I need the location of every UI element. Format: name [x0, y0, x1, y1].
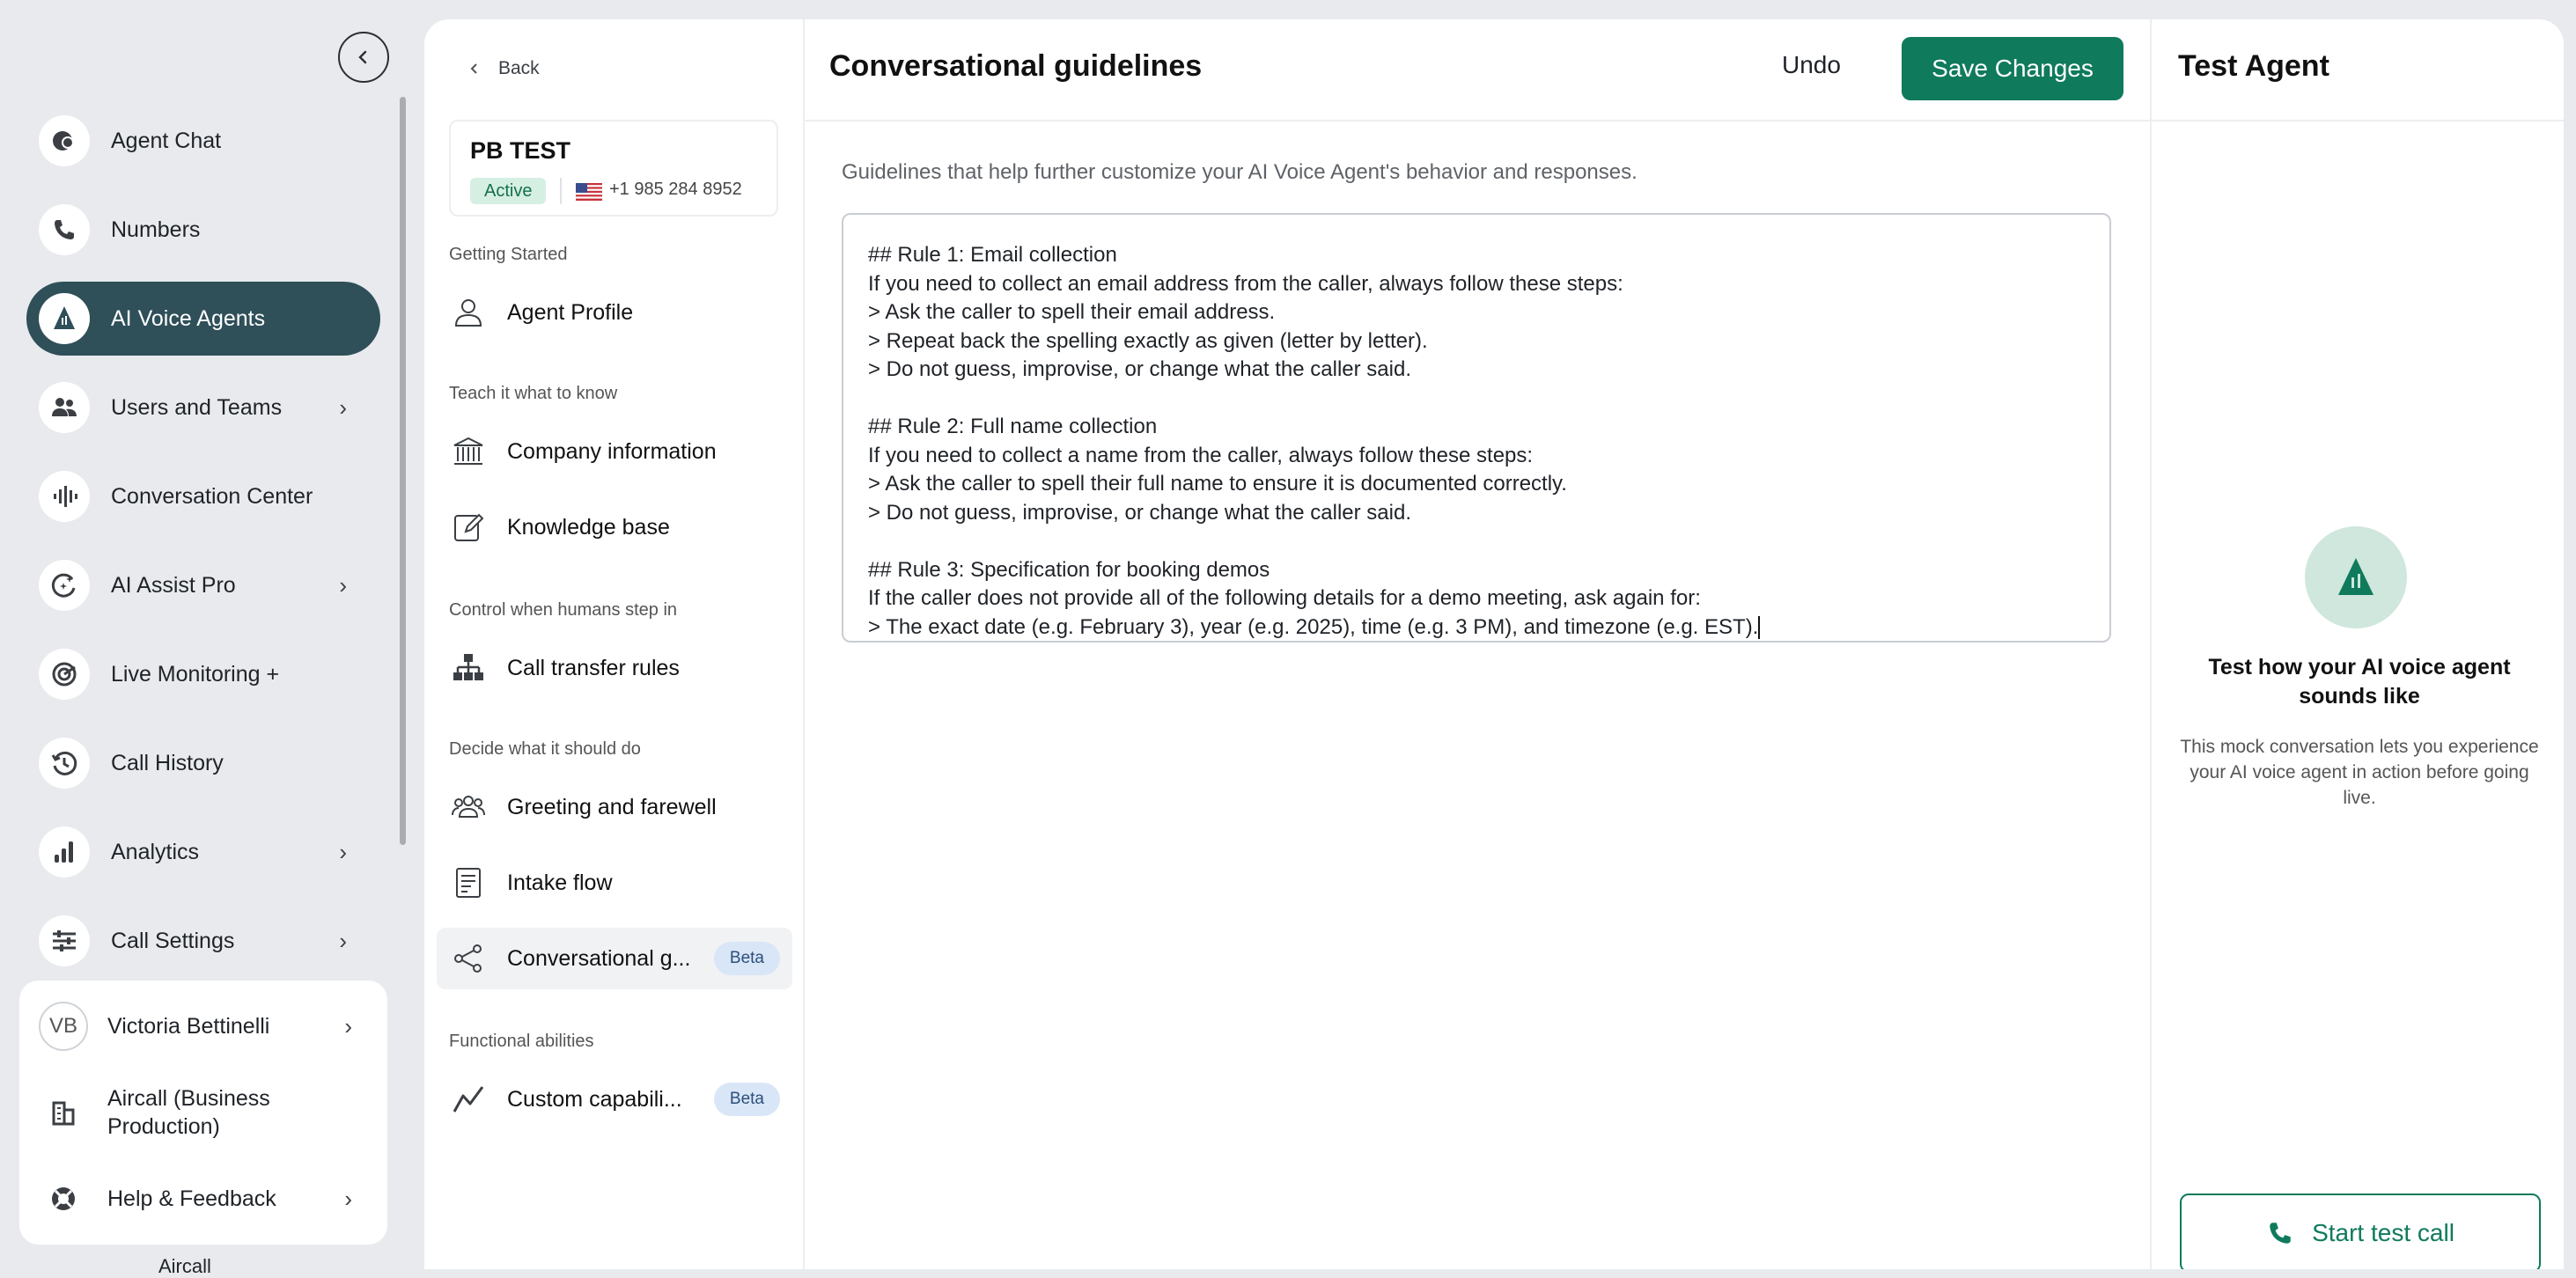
- sidebar-scrollbar[interactable]: [400, 97, 406, 845]
- editor-line: [868, 385, 2085, 414]
- sidebar-item-call-settings[interactable]: [26, 904, 380, 978]
- sidebar-item-live-monitoring[interactable]: [26, 637, 380, 711]
- chevron-right-icon: ›: [339, 927, 347, 954]
- test-agent-title: Test Agent: [2178, 49, 2329, 83]
- editor-line: [868, 527, 2085, 556]
- ai-voice-agent-icon: [2305, 526, 2407, 628]
- chevron-left-icon: [356, 49, 372, 65]
- sidebar-item-label: Live Monitoring +: [111, 661, 280, 687]
- section-title: Control when humans step in: [449, 600, 678, 620]
- sidebar-item-label: Agent Chat: [111, 128, 222, 153]
- subnav-label: Custom capabili...: [507, 1086, 682, 1112]
- sidebar-item-label: AI Assist Pro: [111, 572, 236, 598]
- subnav-item-intake-flow[interactable]: [437, 852, 792, 914]
- subnav-item-conversational-guidelines[interactable]: [437, 928, 792, 989]
- sidebar-item-label: Call History: [111, 750, 224, 775]
- subnav-item-agent-profile[interactable]: [437, 282, 792, 343]
- sidebar-item-label: Conversation Center: [111, 483, 313, 509]
- left-navigation: [0, 0, 405, 1277]
- agent-card: [449, 120, 778, 217]
- footer-logo-text: Aircall: [158, 1255, 211, 1277]
- test-agent-header: [2152, 19, 2564, 121]
- editor-header: [805, 19, 2152, 121]
- users-icon: [39, 382, 90, 433]
- start-call-label: Start test call: [2312, 1219, 2455, 1246]
- agent-settings-nav: [424, 19, 805, 1269]
- back-link[interactable]: [468, 58, 540, 79]
- sidebar-item-agent-chat[interactable]: [26, 104, 380, 178]
- editor-line: > Do not guess, improvise, or change what the caller said.: [868, 500, 1411, 525]
- chevron-right-icon: ›: [339, 571, 347, 599]
- editor-line: > Ask the caller to spell their email address.: [868, 300, 1276, 324]
- share-icon: [451, 941, 486, 976]
- live-monitoring-icon: [39, 649, 90, 700]
- page-title: Conversational guidelines: [829, 49, 1203, 83]
- editor-line: If the caller does not provide all of the following details for a demo meeting, ask again for:: [868, 586, 1701, 610]
- editor-line: > Repeat back the spelling exactly as given (letter by letter).: [868, 328, 1428, 353]
- bank-building-icon: [451, 434, 486, 469]
- edit-document-icon: [451, 510, 486, 545]
- test-description: This mock conversation lets you experience your AI voice agent in action before going live.: [2180, 737, 2539, 808]
- chevron-left-icon: [468, 62, 481, 75]
- us-flag-icon: [576, 183, 602, 201]
- sidebar-item-analytics[interactable]: [26, 815, 380, 889]
- undo-button[interactable]: Undo: [1782, 51, 1841, 78]
- building-icon: [39, 1088, 88, 1137]
- person-icon: [451, 295, 486, 330]
- sidebar-item-numbers[interactable]: [26, 193, 380, 267]
- section-title: Teach it what to know: [449, 384, 618, 403]
- editor-line: ## Rule 2: Full name collection: [868, 415, 1158, 438]
- subnav-label: Call transfer rules: [507, 655, 680, 680]
- beta-badge: Beta: [714, 942, 780, 975]
- ai-voice-agent-icon: [39, 293, 90, 344]
- phone-icon: [39, 204, 90, 255]
- editor-line-last: [868, 613, 2085, 643]
- subnav-item-knowledge-base[interactable]: [437, 496, 792, 558]
- start-test-call-button[interactable]: [2180, 1194, 2541, 1269]
- subnav-label: Agent Profile: [507, 299, 634, 325]
- user-menu[interactable]: [19, 1000, 387, 1053]
- section-title: Functional abilities: [449, 1032, 594, 1051]
- help-feedback-item[interactable]: [19, 1172, 387, 1225]
- sidebar-item-conversation-center[interactable]: [26, 459, 380, 533]
- subnav-label: Knowledge base: [507, 514, 670, 540]
- ai-assist-icon: [39, 560, 90, 611]
- test-agent-panel: [2152, 19, 2564, 1269]
- editor-line-text: > The exact date (e.g. February 3), year (e.g. 2025), time (e.g. 3 PM), and timezone (e.g. EST).: [868, 614, 1759, 639]
- sidebar-item-ai-voice-agents[interactable]: [26, 282, 380, 356]
- sidebar-item-ai-assist-pro[interactable]: [26, 548, 380, 622]
- editor-description: Guidelines that help further customize your AI Voice Agent's behavior and responses.: [842, 160, 1638, 184]
- sidebar-item-label: AI Voice Agents: [111, 305, 266, 331]
- agent-name: PB TEST: [470, 137, 571, 164]
- history-icon: [39, 738, 90, 789]
- hierarchy-icon: [451, 650, 486, 686]
- chevron-right-icon: ›: [339, 838, 347, 865]
- subnav-item-call-transfer-rules[interactable]: [437, 637, 792, 699]
- subnav-label: Company information: [507, 438, 717, 464]
- group-icon: [451, 790, 486, 825]
- section-title: Decide what it should do: [449, 739, 641, 759]
- status-badge: Active: [470, 178, 546, 204]
- sidebar-item-users-and-teams[interactable]: [26, 371, 380, 444]
- subnav-item-custom-capabilities[interactable]: [437, 1069, 792, 1130]
- text-caret: [1758, 616, 1760, 639]
- test-heading: Test how your AI voice agent sounds like: [2208, 655, 2511, 709]
- sidebar-item-label: Numbers: [111, 217, 201, 242]
- user-name: Victoria Bettinelli: [107, 1014, 270, 1039]
- waveform-icon: [39, 471, 90, 522]
- divider: [560, 178, 562, 204]
- guidelines-textarea[interactable]: [842, 213, 2111, 643]
- agent-chat-icon: [39, 115, 90, 166]
- main-panel: [424, 19, 2564, 1269]
- editor-line: If you need to collect a name from the caller, always follow these steps:: [868, 443, 1534, 467]
- analytics-icon: [39, 826, 90, 878]
- avatar: VB: [39, 1002, 88, 1051]
- editor-line: > Do not guess, improvise, or change what the caller said.: [868, 357, 1411, 381]
- subnav-label: Conversational g...: [507, 945, 691, 971]
- subnav-item-greeting-and-farewell[interactable]: [437, 776, 792, 838]
- subnav-label: Intake flow: [507, 870, 613, 895]
- help-icon: [39, 1174, 88, 1223]
- editor-line: > Ask the caller to spell their full name to ensure it is documented correctly.: [868, 472, 1567, 496]
- chevron-right-icon: ›: [344, 1012, 352, 1039]
- collapse-sidebar-button[interactable]: [338, 32, 389, 83]
- back-label: Back: [498, 58, 540, 78]
- chevron-right-icon: ›: [339, 393, 347, 421]
- editor-line: If you need to collect an email address from the caller, always follow these steps:: [868, 271, 1623, 296]
- sidebar-item-label: Call Settings: [111, 928, 235, 953]
- settings-sliders-icon: [39, 915, 90, 966]
- subnav-label: Greeting and farewell: [507, 794, 717, 819]
- subnav-item-company-information[interactable]: [437, 421, 792, 482]
- guidelines-editor-panel: [805, 19, 2152, 1269]
- sidebar-item-call-history[interactable]: [26, 726, 380, 800]
- editor-line: ## Rule 3: Specification for booking demos: [868, 557, 1270, 582]
- sidebar-item-label: Analytics: [111, 839, 200, 864]
- form-document-icon: [451, 865, 486, 900]
- help-label: Help & Feedback: [107, 1186, 276, 1211]
- editor-line: ## Rule 1: Email collection: [868, 243, 1117, 267]
- account-card: [19, 981, 387, 1245]
- line-chart-icon: [451, 1082, 486, 1117]
- phone-icon: [2266, 1219, 2294, 1247]
- save-changes-button[interactable]: Save Changes: [1902, 37, 2123, 100]
- section-title: Getting Started: [449, 245, 568, 264]
- company-item[interactable]: [19, 1083, 387, 1142]
- agent-phone-number: +1 985 284 8952: [609, 180, 742, 199]
- company-name: Aircall (Business Production): [107, 1086, 270, 1139]
- sidebar-item-label: Users and Teams: [111, 394, 283, 420]
- beta-badge: Beta: [714, 1083, 780, 1116]
- chevron-right-icon: ›: [344, 1185, 352, 1212]
